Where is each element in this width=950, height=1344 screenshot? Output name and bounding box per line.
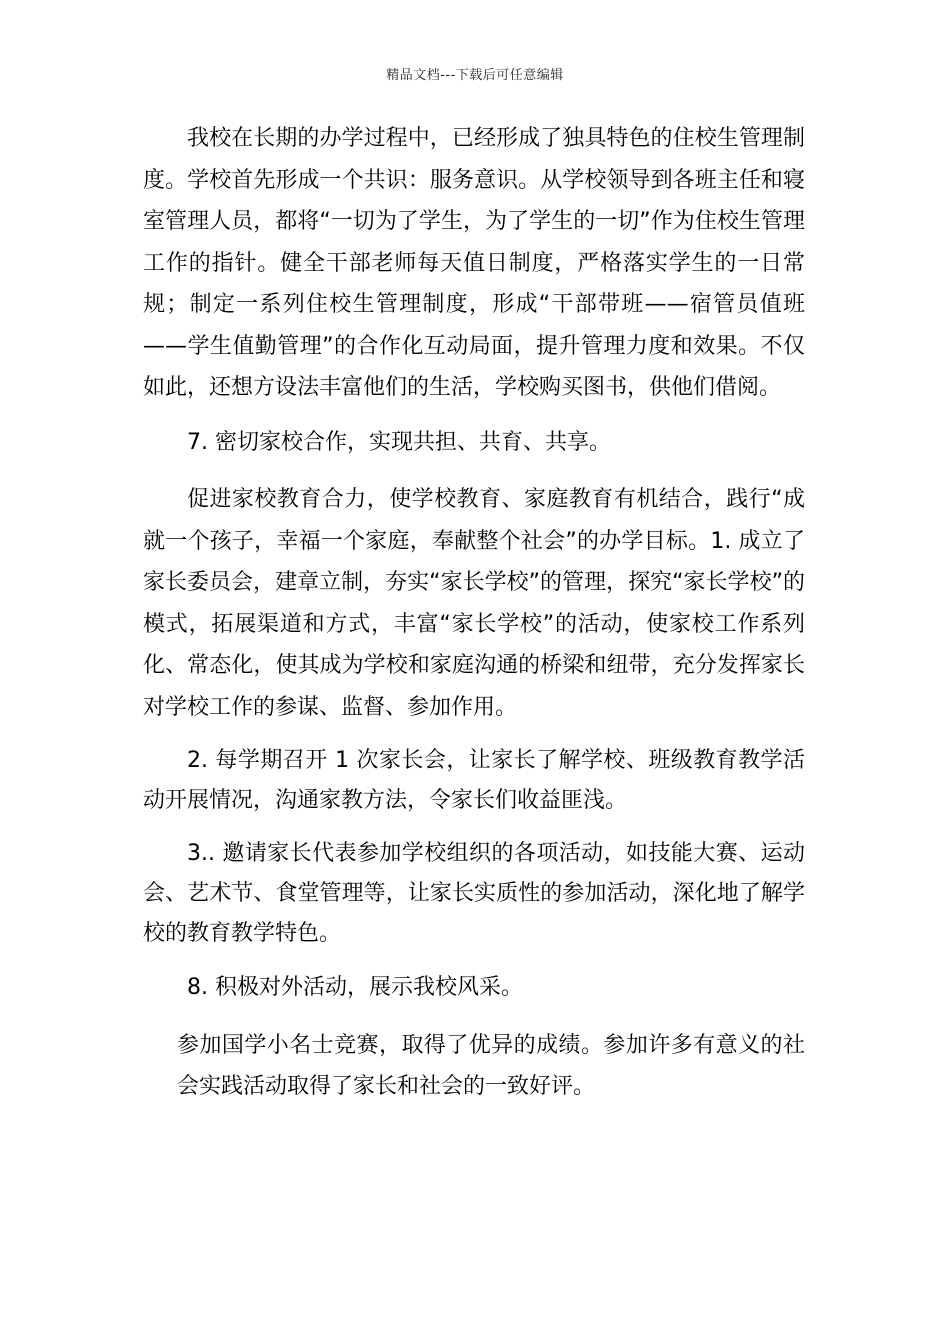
page-header: 精品文档---下载后可任意编辑 [386, 68, 564, 83]
section-heading-7: 7. 密切家校合作，实现共担、共育、共享。 [187, 429, 611, 455]
paragraph-outreach: 参加国学小名士竞赛，取得了优异的成绩。参加许多有意义的社会实践活动取得了家长和社会的一致好评。 [177, 1032, 805, 1099]
section-heading-8: 8. 积极对外活动，展示我校风采。 [187, 975, 523, 1000]
paragraph-dormitory-management: 我校在长期的办学过程中，已经形成了独具特色的住校生管理制度。学校首先形成一个共识：服务意识。从学校领导到各班主任和寝室管理人员，都将“一切为了学生，为了学生的一切”作为住校生管理工作的指针。健全干部老师每天值日制度，严格落实学生的一日常规；制定一系列住校生管理制度，形成“干部带班——宿管员值班——学生值勤管理”的合作化互动局面，提升管理力度和效果。不仅如此，还想方设法丰富他们的生活，学校购买图书，供他们借阅。 [143, 126, 805, 400]
paragraph-home-school-cooperation: 促进家校教育合力，使学校教育、家庭教育有机结合，践行“成就一个孩子，幸福一个家庭，奉献整个社会”的办学目标。1. 成立了家长委员会，建章立制，夯实“家长学校”的管理，探究“家长学校”的模式，拓展渠道和方式，丰富“家长学校”的活动，使家校工作系列化、常态化，使其成为学校和家庭沟通的桥梁和纽带，充分发挥家长对学校工作的参谋、监督、参加作用。 [143, 487, 805, 720]
paragraph-parent-meeting: 2. 每学期召开 1 次家长会，让家长了解学校、班级教育教学活动开展情况，沟通家教方法，令家长们收益匪浅。 [143, 748, 805, 813]
document-body [143, 118, 805, 1121]
paragraph-parent-activities: 3.. 邀请家长代表参加学校组织的各项活动，如技能大赛、运动会、艺术节、食堂管理等，让家长实质性的参加活动，深化地了解学校的教育教学特色。 [143, 841, 805, 946]
